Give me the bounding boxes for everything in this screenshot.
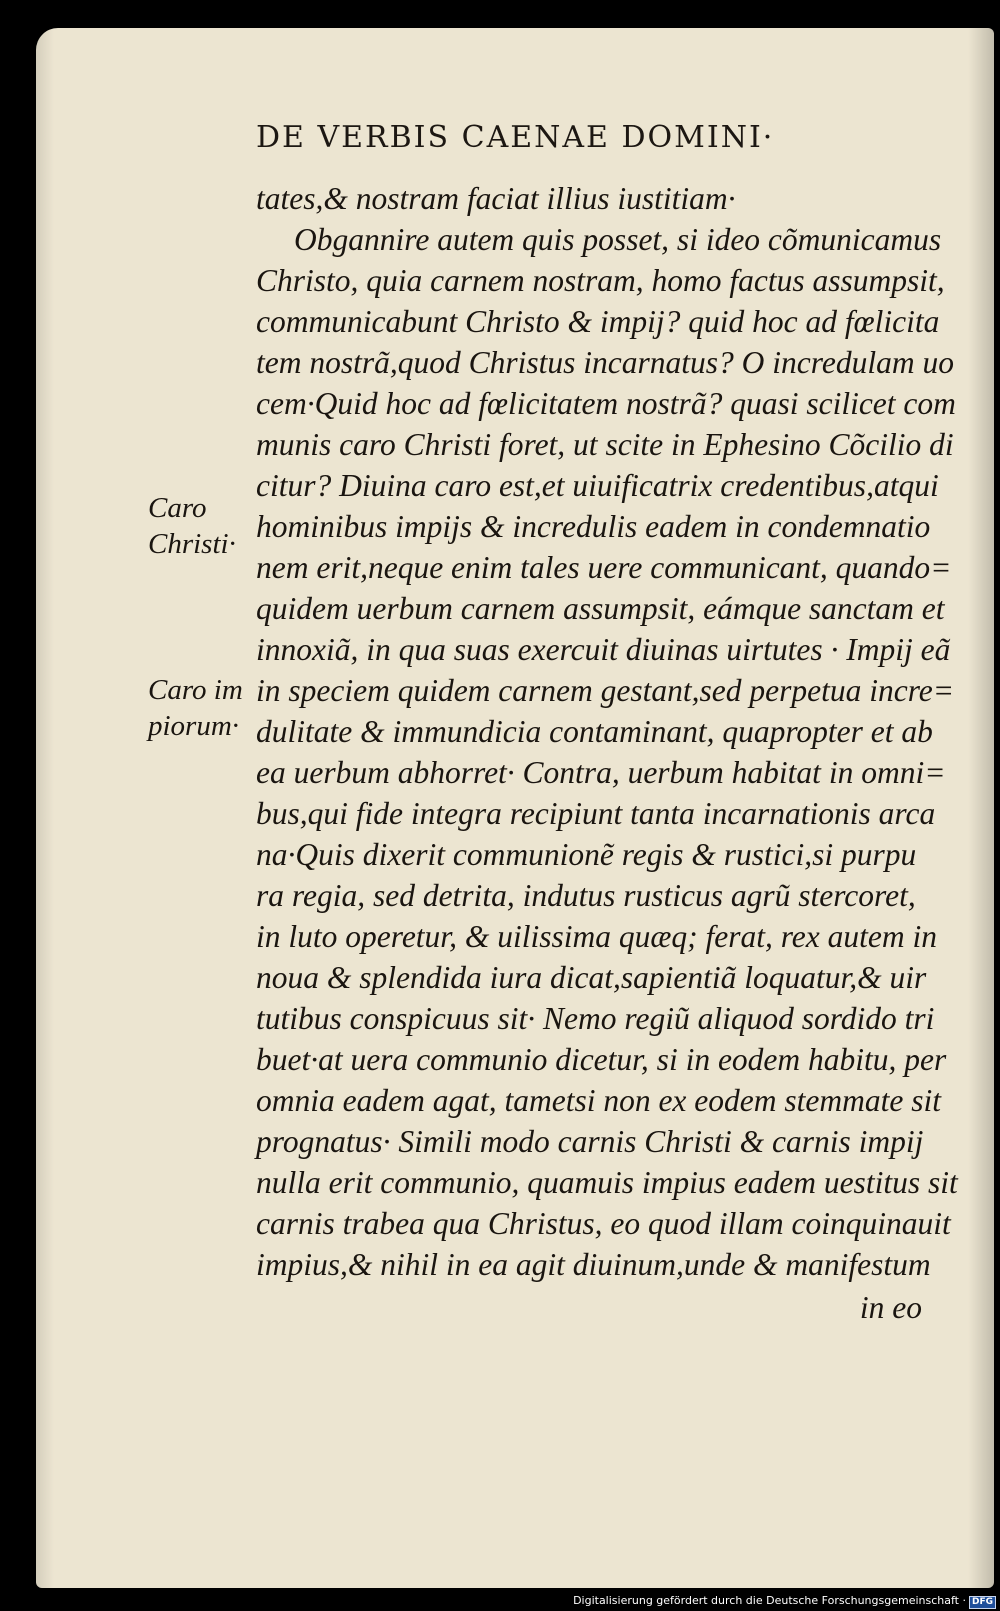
text-line: omnia eadem agat, tametsi non ex eodem stemmate sit [256,1083,941,1118]
text-line: tutibus conspicuus sit· Nemo regiũ aliquod sordido tri [256,1001,935,1036]
text-line: communicabunt Christo & impij? quid hoc ad fœlicita [256,304,940,339]
text-line: impius,& nihil in ea agit diuinum,unde & manifestum [256,1247,931,1282]
text-line: quidem uerbum carnem assumpsit, eámque sanctam et [256,591,945,626]
running-head: DE VERBIS CAENAE DOMINI· [256,120,775,155]
text-line: nem erit,neque enim tales uere communicant, quando= [256,550,952,585]
text-line: dulitate & immundicia contaminant, quapropter et ab [256,714,933,749]
text-line: in luto operetur, & uilissima quæq; ferat, rex autem in [256,919,938,954]
credit-text: Digitalisierung gefördert durch die Deutsche Forschungsgemeinschaft · [573,1594,966,1607]
text-line: buet·at uera communio dicetur, si in eodem habitu, per [256,1042,947,1077]
margin-note-line: Caro [148,492,207,524]
text-line: Christo, quia carnem nostram, homo factus assumpsit, [256,263,945,298]
text-line: tates,& nostram faciat illius iustitiam· [256,181,736,216]
text-line: citur? Diuina caro est,et uiuificatrix credentibus,atqui [256,468,939,503]
book-page [36,28,994,1588]
text-line: carnis trabea qua Christus, eo quod illam coinquinauit [256,1206,951,1241]
dfg-logo: DFG [969,1596,996,1609]
margin-note-line: Caro im [148,674,243,706]
text-line: ea uerbum abhorret· Contra, uerbum habitat in omni= [256,755,946,790]
text-line: Obgannire autem quis posset, si ideo cõmunicamus [294,222,942,257]
text-line: hominibus impijs & incredulis eadem in condemnatio [256,509,931,544]
text-line: ra regia, sed detrita, indutus rusticus agrũ stercoret, [256,878,916,913]
margin-note-line: piorum· [148,710,240,742]
text-line: prognatus· Simili modo carnis Christi & carnis impij [256,1124,924,1159]
text-line: cem·Quid hoc ad fœlicitatem nostrã? quasi scilicet com [256,386,956,421]
catchword: in eo [859,1290,922,1325]
text-line: nulla erit communio, quamuis impius eadem uestitus sit [256,1165,958,1200]
text-line: in speciem quidem carnem gestant,sed perpetua incre= [256,673,955,708]
body-text [256,178,958,1328]
text-line: munis caro Christi foret, ut scite in Ephesino Cõcilio di [256,427,954,462]
text-line: na·Quis dixerit communionẽ regis & rustici,si purpu [256,837,917,872]
margin-note-caro-christi [148,490,236,562]
text-line: bus,qui fide integra recipiunt tanta incarnationis arca [256,796,936,831]
text-line: tem nostrã,quod Christus incarnatus? O incredulam uo [256,345,954,380]
digitization-credit [573,1594,996,1609]
margin-note-line: Christi· [148,528,236,560]
margin-note-caro-impiorum [148,672,243,744]
text-line: noua & splendida iura dicat,sapientiã loquatur,& uir [256,960,927,995]
text-line: innoxiã, in qua suas exercuit diuinas uirtutes · Impij eã [256,632,951,667]
